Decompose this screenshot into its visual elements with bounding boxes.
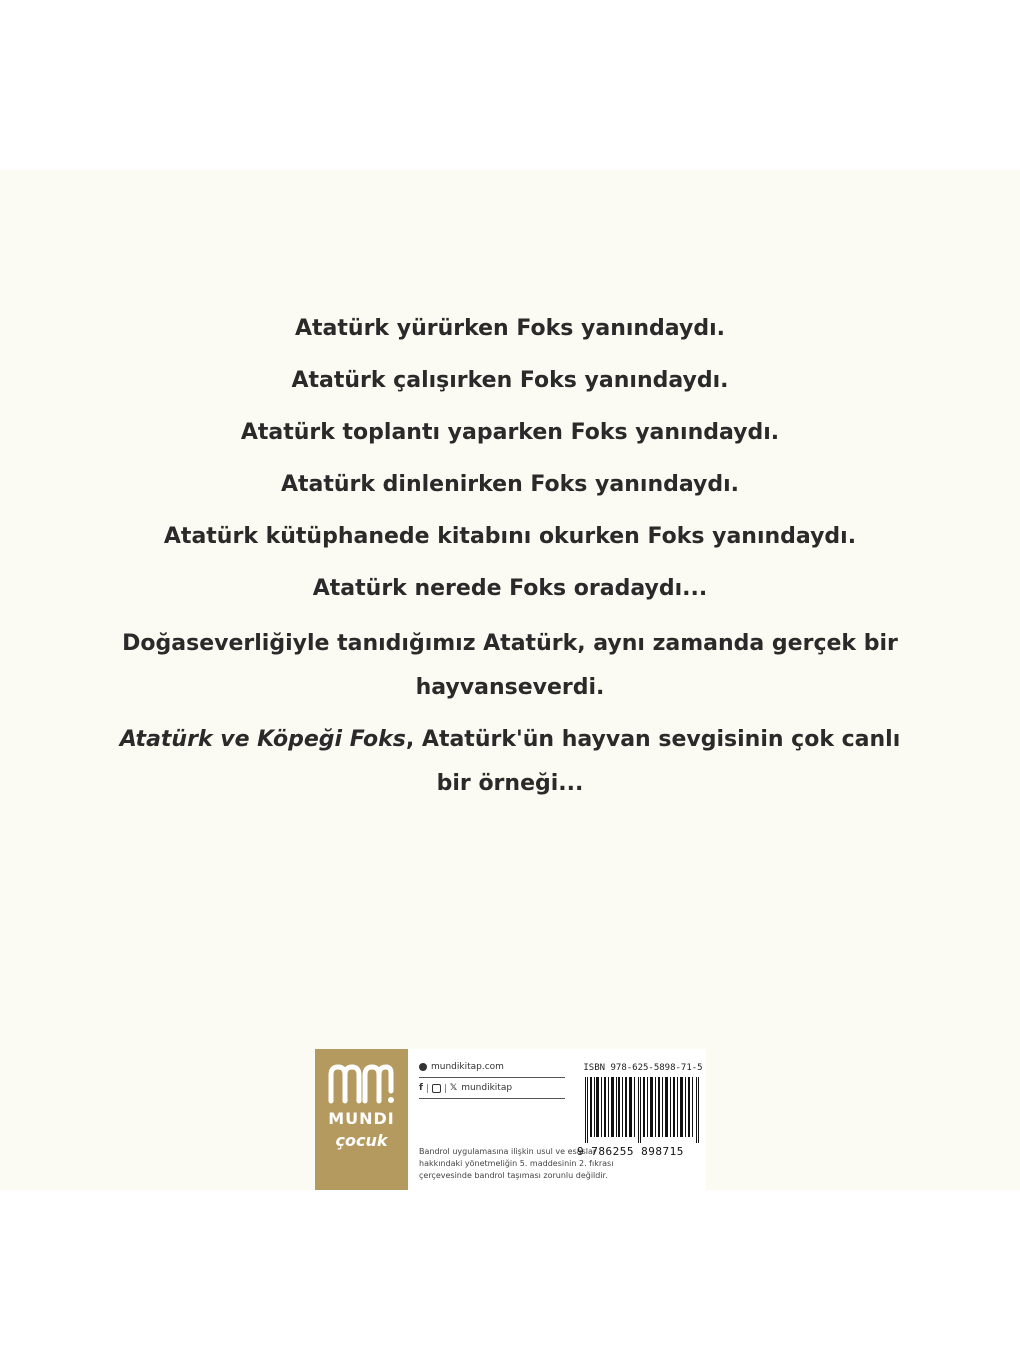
isbn-text: ISBN 978-625-5898-71-5 <box>583 1063 703 1073</box>
divider <box>445 1084 446 1093</box>
blurb-line-3: Atatürk toplantı yaparken Foks yanındaydı. <box>240 420 780 445</box>
divider <box>427 1084 428 1093</box>
paragraph-2-line-2: bir örneği... <box>436 771 584 796</box>
website-row <box>419 1057 565 1078</box>
globe-icon <box>419 1063 427 1071</box>
blurb-paragraph-1 <box>0 622 1020 710</box>
x-icon[interactable]: 𝕏 <box>449 1083 458 1093</box>
paragraph-2-rest: , Atatürk'ün hayvan sevgisinin çok canlı <box>405 727 901 752</box>
social-handle[interactable]: mundikitap <box>461 1083 513 1093</box>
barcode-icon <box>583 1077 703 1143</box>
blurb-line-4: Atatürk dinlenirken Foks yanındaydı. <box>280 472 740 497</box>
facebook-icon[interactable]: f <box>419 1083 423 1093</box>
brand-name: MUNDI <box>328 1109 395 1128</box>
blurb-paragraph-2 <box>0 718 1020 806</box>
blurb-line-6: Atatürk nerede Foks oradaydı... <box>312 576 708 601</box>
publisher-logo <box>315 1049 408 1190</box>
imprint-box <box>315 1049 706 1190</box>
social-row <box>419 1078 565 1099</box>
bandrol-notice: Bandrol uygulamasına ilişkin usul ve esaslar hakkındaki yönetmeliğin 5. maddesinin 2. fıkrası çerçevesinde bandrol taşıması zorunlu değildir. <box>419 1147 614 1180</box>
blurb-line-2: Atatürk çalışırken Foks yanındaydı. <box>291 368 729 393</box>
paragraph-2-line-1 <box>0 718 1020 762</box>
back-cover <box>0 170 1020 1190</box>
blurb-line-1: Atatürk yürürken Foks yanındaydı. <box>295 316 725 341</box>
instagram-icon[interactable] <box>432 1084 441 1093</box>
paragraph-1-line-2: hayvanseverdi. <box>415 675 605 700</box>
logo-mark-icon <box>325 1061 398 1107</box>
blurb <box>0 310 1020 806</box>
paragraph-1-line-1: Doğaseverliğiyle tanıdığımız Atatürk, aynı zamanda gerçek bir <box>122 631 898 656</box>
contact-info <box>419 1057 565 1099</box>
website-text[interactable]: mundikitap.com <box>431 1062 504 1072</box>
barcode-number: 9 786255 898715 <box>577 1145 684 1158</box>
book-title: Atatürk ve Köpeği Foks <box>119 727 406 752</box>
blurb-line-5: Atatürk kütüphanede kitabını okurken Foks yanındaydı. <box>163 524 857 549</box>
series-name: çocuk <box>335 1131 388 1150</box>
